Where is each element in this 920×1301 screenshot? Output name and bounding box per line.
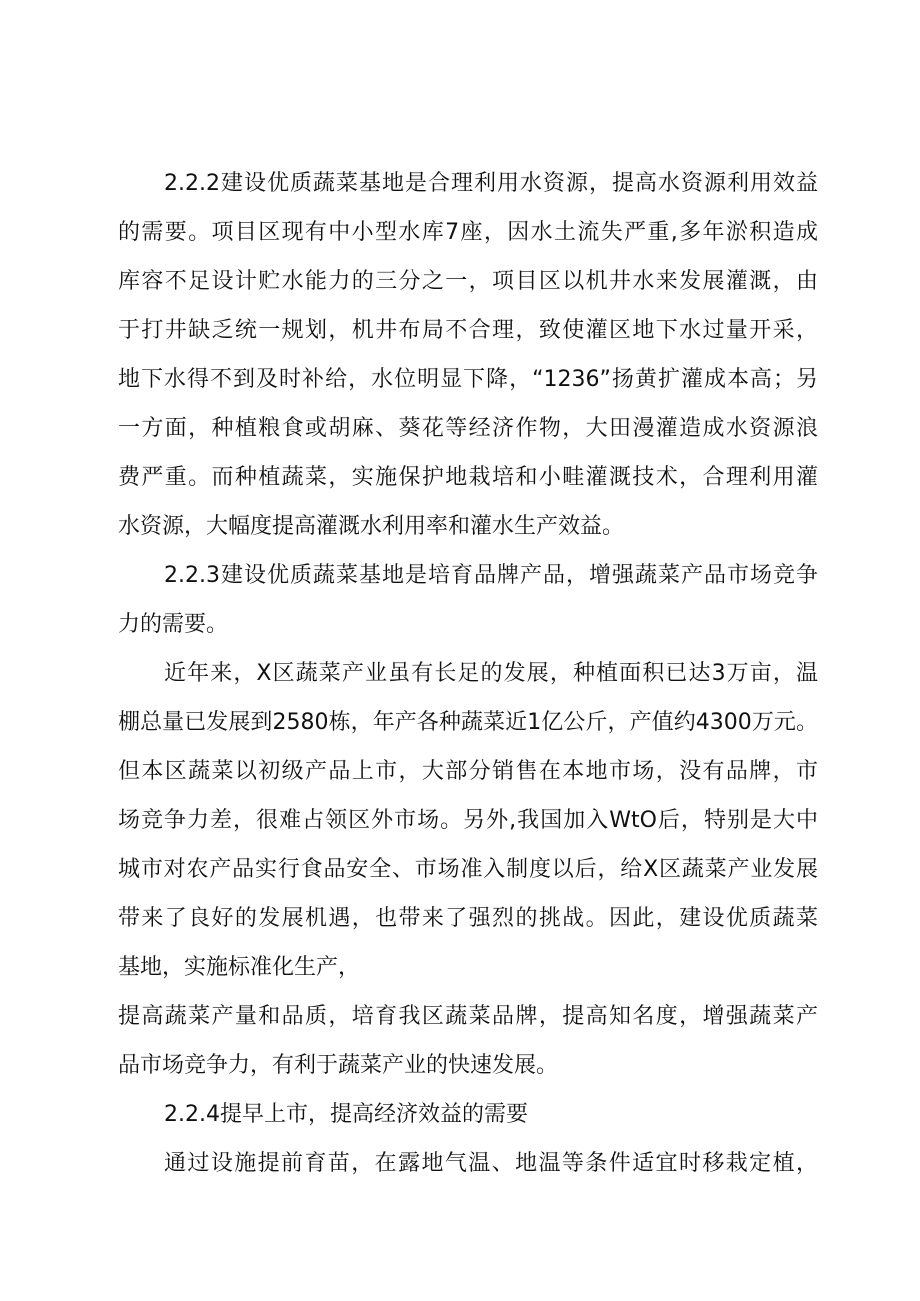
text-line-17: 基地，实施标准化生产， (118, 955, 361, 980)
text-line-8: 水资源，大幅度提高灌溉水利用率和灌水生产效益。 (118, 514, 625, 539)
text-line-9: 2.2.3建设优质蔬菜基地是培育品牌产品，增强蔬菜产品市场竞争 (164, 563, 818, 588)
text-line-2: 的需要。项目区现有中小型水库7座，因水土流失严重,多年淤积造成 (118, 220, 818, 245)
text-line-12: 棚总量已发展到2580栋，年产各种蔬菜近1亿公斤，产值约4300万元。 (118, 710, 818, 735)
text-line-21: 通过设施提前育苗，在露地气温、地温等条件适宜时移栽定植， (164, 1151, 818, 1176)
text-line-13: 但本区蔬菜以初级产品上市，大部分销售在本地市场，没有品牌，市 (118, 759, 818, 784)
text-line-15: 城市对农产品实行食品安全、市场准入制度以后，给X区蔬菜产业发展 (118, 857, 818, 882)
text-line-7: 费严重。而种植蔬菜，实施保护地栽培和小畦灌溉技术，合理利用灌 (118, 465, 818, 490)
text-line-16: 带来了良好的发展机遇，也带来了强烈的挑战。因此，建设优质蔬菜 (118, 906, 818, 931)
text-line-14: 场竞争力差，很难占领区外市场。另外,我国加入WtO后，特别是大中 (118, 808, 818, 833)
text-line-1: 2.2.2建设优质蔬菜基地是合理利用水资源，提高水资源利用效益 (164, 171, 818, 196)
text-line-3: 库容不足设计贮水能力的三分之一，项目区以机井水来发展灌溉，由 (118, 269, 818, 294)
text-line-19: 品市场竞争力，有利于蔬菜产业的快速发展。 (118, 1053, 559, 1078)
text-line-6: 一方面，种植粮食或胡麻、葵花等经济作物，大田漫灌造成水资源浪 (118, 416, 818, 441)
text-line-18: 提高蔬菜产量和品质，培育我区蔬菜品牌，提高知名度，增强蔬菜产 (118, 1004, 818, 1029)
text-line-11: 近年来，X区蔬菜产业虽有长足的发展，种植面积已达3万亩，温 (164, 661, 818, 686)
text-line-20: 2.2.4提早上市，提高经济效益的需要 (164, 1102, 528, 1127)
text-line-10: 力的需要。 (118, 612, 229, 637)
text-line-5: 地下水得不到及时补给，水位明显下降，“1236”扬黄扩灌成本高；另 (118, 367, 818, 392)
text-line-4: 于打井缺乏统一规划，机井布局不合理，致使灌区地下水过量开采， (118, 318, 818, 343)
